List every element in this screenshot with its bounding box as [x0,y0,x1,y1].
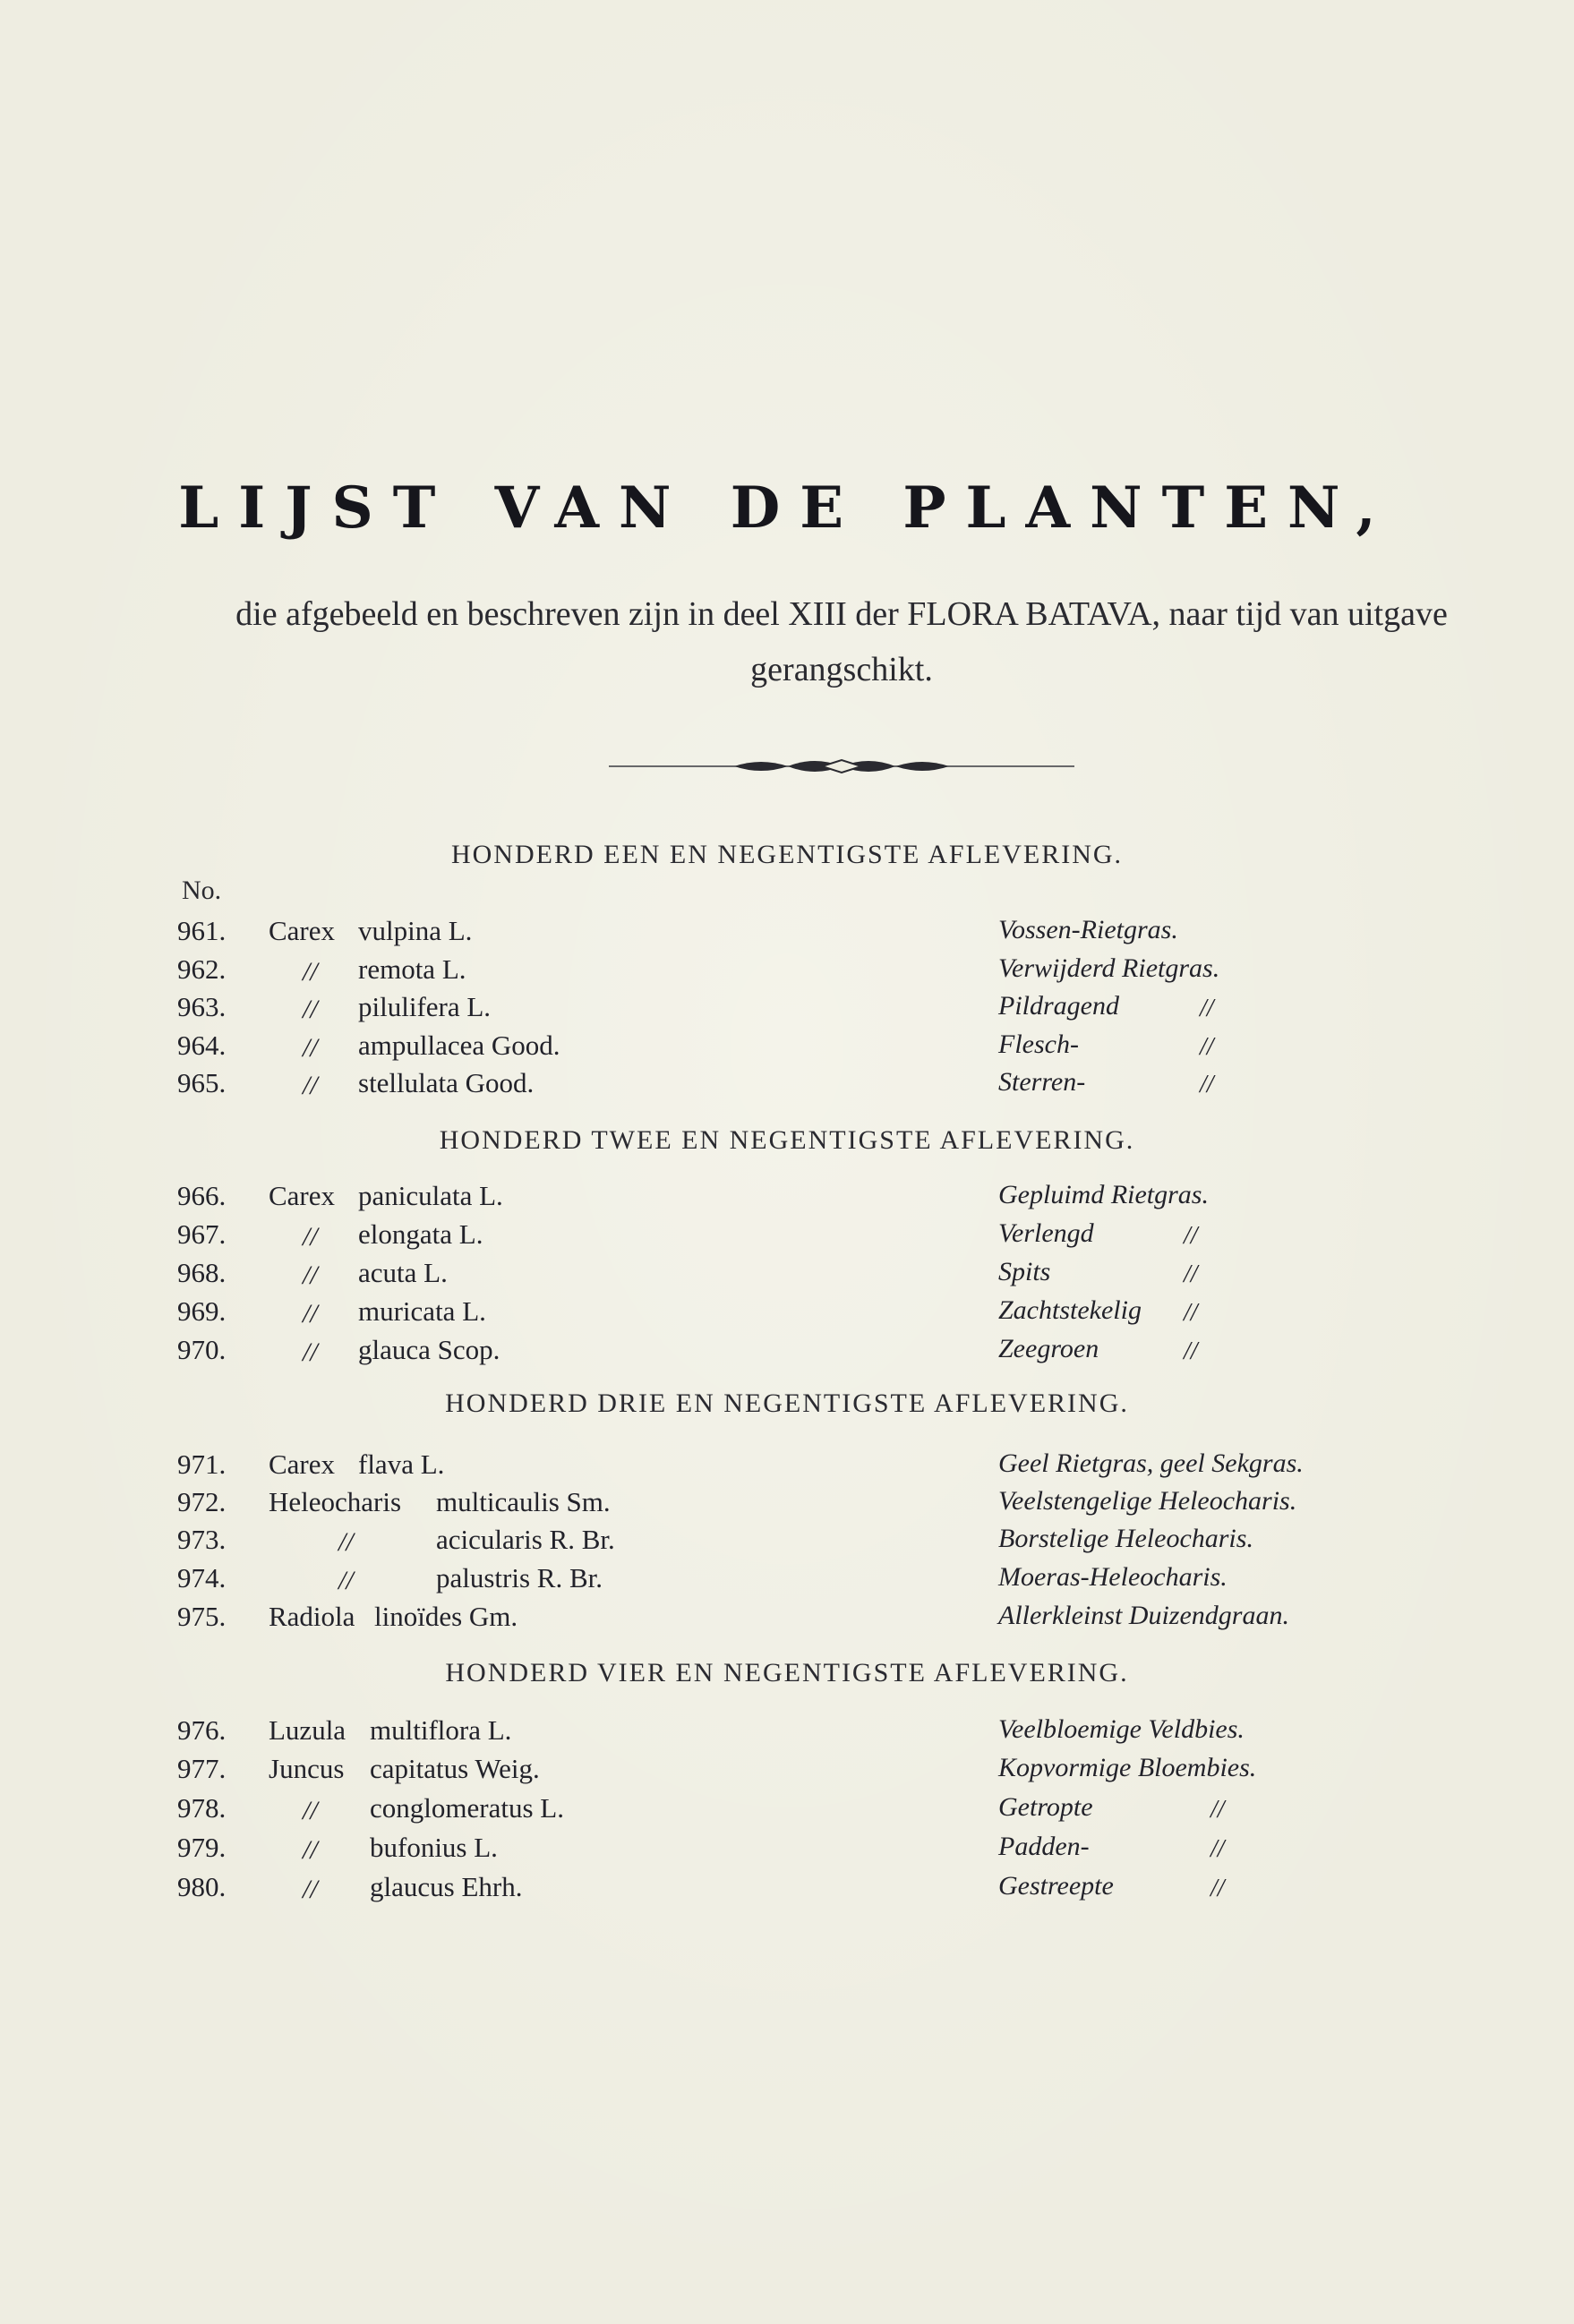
plant-number: 963. [177,991,227,1022]
common-name: Kopvormige Bloembies. [998,1753,1257,1782]
plant-species: linoïdes Gm. [374,1601,518,1632]
common-name: Vossen-Rietgras. [998,915,1178,944]
section-heading: HONDERD TWEE EN NEGENTIGSTE AFLEVERING. [439,1125,1135,1155]
plant-species: acuta L. [358,1257,448,1288]
common-name: Padden- [998,1832,1090,1861]
plant-species: multiflora L. [370,1714,512,1746]
ditto-mark: // [303,1337,318,1367]
plant-genus: Heleocharis [269,1486,402,1517]
plant-number: 964. [177,1030,227,1061]
ditto-mark: // [303,1071,318,1100]
ornament-divider-icon [609,752,1074,781]
list-item [0,1448,1574,1488]
common-ditto-mark: // [1184,1337,1198,1365]
common-name: Veelstengelige Heleocharis. [998,1486,1297,1516]
plant-species: multicaulis Sm. [436,1486,611,1517]
plant-number: 975. [177,1601,227,1632]
plant-species: glauca Scop. [358,1334,500,1365]
plant-number: 961. [177,915,227,946]
plant-number: 971. [177,1448,227,1480]
common-name: Gepluimd Rietgras. [998,1180,1209,1209]
plant-genus: Carex [269,915,336,946]
plant-number: 974. [177,1562,227,1593]
common-ditto-mark: // [1200,1071,1214,1098]
list-item [0,1601,1574,1640]
common-ditto-mark: // [1184,1299,1198,1327]
plant-number: 966. [177,1180,227,1211]
plant-number: 978. [177,1792,227,1824]
section-heading: HONDERD DRIE EN NEGENTIGSTE AFLEVERING. [445,1388,1129,1418]
list-item [0,991,1574,1030]
list-item [0,1871,1574,1910]
plant-species: paniculata L. [358,1180,503,1211]
plant-species: stellulata Good. [358,1067,535,1098]
number-column-label: No. [182,876,222,905]
common-ditto-mark: // [1210,1835,1225,1863]
plant-number: 965. [177,1067,227,1098]
ditto-mark: // [303,1835,318,1865]
plant-species: bufonius L. [370,1832,498,1863]
plant-number: 968. [177,1257,227,1288]
common-name: Sterren- [998,1067,1086,1097]
common-name: Zachtstekelig [998,1295,1142,1325]
list-item [0,1180,1574,1219]
plant-number: 967. [177,1218,227,1250]
plant-species: muricata L. [358,1295,486,1327]
list-item [0,915,1574,954]
common-name: Moeras-Heleocharis. [998,1562,1228,1592]
common-ditto-mark: // [1184,1260,1198,1288]
plant-species: flava L. [358,1448,445,1480]
plant-number: 962. [177,953,227,985]
plant-genus: Radiola [269,1601,355,1632]
plant-species: remota L. [358,953,466,985]
ditto-mark: // [303,1222,318,1252]
plant-species: capitatus Weig. [370,1753,540,1784]
common-name: Verwijderd Rietgras. [998,953,1220,983]
plant-species: ampullacea Good. [358,1030,560,1061]
plant-species: acicularis R. Br. [436,1524,615,1555]
list-item [0,1524,1574,1563]
section-heading: HONDERD EEN EN NEGENTIGSTE AFLEVERING. [450,840,1124,869]
plant-species: pilulifera L. [358,991,492,1022]
plant-number: 980. [177,1871,227,1902]
list-item [0,1714,1574,1754]
list-item [0,1792,1574,1832]
list-item [0,1030,1574,1069]
common-name: Pildragend [998,991,1119,1021]
plant-genus: Luzula [269,1714,346,1746]
page-title: LIJST VAN DE PLANTEN, [178,474,1396,542]
common-name: Getropte [998,1792,1093,1822]
common-name: Spits [998,1257,1051,1286]
common-name: Flesch- [998,1030,1079,1059]
plant-number: 977. [177,1753,227,1784]
list-item [0,1218,1574,1258]
list-item [0,953,1574,993]
plant-genus: Carex [269,1448,336,1480]
list-item [0,1067,1574,1106]
list-item [0,1562,1574,1602]
plant-number: 979. [177,1832,227,1863]
plant-number: 976. [177,1714,227,1746]
common-ditto-mark: // [1210,1875,1225,1902]
ditto-mark: // [303,957,318,987]
common-ditto-mark: // [1200,995,1214,1022]
list-item [0,1753,1574,1792]
common-name: Verlengd [998,1218,1094,1248]
common-name: Veelbloemige Veldbies. [998,1714,1245,1744]
common-name: Borstelige Heleocharis. [998,1524,1253,1553]
ditto-mark: // [338,1566,354,1595]
plant-number: 970. [177,1334,227,1365]
ditto-mark: // [303,1299,318,1329]
plant-number: 969. [177,1295,227,1327]
list-item [0,1334,1574,1373]
common-ditto-mark: // [1200,1033,1214,1061]
common-ditto-mark: // [1184,1222,1198,1250]
plant-species: elongata L. [358,1218,483,1250]
plant-genus: Juncus [269,1753,345,1784]
plant-number: 972. [177,1486,227,1517]
list-item [0,1486,1574,1525]
common-name: Geel Rietgras, geel Sekgras. [998,1448,1304,1478]
common-ditto-mark: // [1210,1796,1225,1824]
plant-species: conglomeratus L. [370,1792,564,1824]
ditto-mark: // [303,1033,318,1063]
common-name: Allerkleinst Duizendgraan. [998,1601,1289,1630]
ditto-mark: // [303,995,318,1024]
plant-species: vulpina L. [358,915,473,946]
section-heading: HONDERD VIER EN NEGENTIGSTE AFLEVERING. [445,1658,1129,1687]
ditto-mark: // [338,1527,354,1557]
list-item [0,1257,1574,1296]
ditto-mark: // [303,1796,318,1825]
ditto-mark: // [303,1260,318,1290]
list-item [0,1832,1574,1871]
plant-number: 973. [177,1524,227,1555]
plant-species: palustris R. Br. [436,1562,603,1593]
common-name: Zeegroen [998,1334,1099,1363]
plant-genus: Carex [269,1180,336,1211]
plant-species: glaucus Ehrh. [370,1871,523,1902]
ditto-mark: // [303,1875,318,1904]
page-subtitle: die afgebeeld en beschreven zijn in deel XIII der FLORA BATAVA, naar tijd van uitgave gerangschikt. [235,595,1448,688]
common-name: Gestreepte [998,1871,1114,1901]
list-item [0,1295,1574,1335]
